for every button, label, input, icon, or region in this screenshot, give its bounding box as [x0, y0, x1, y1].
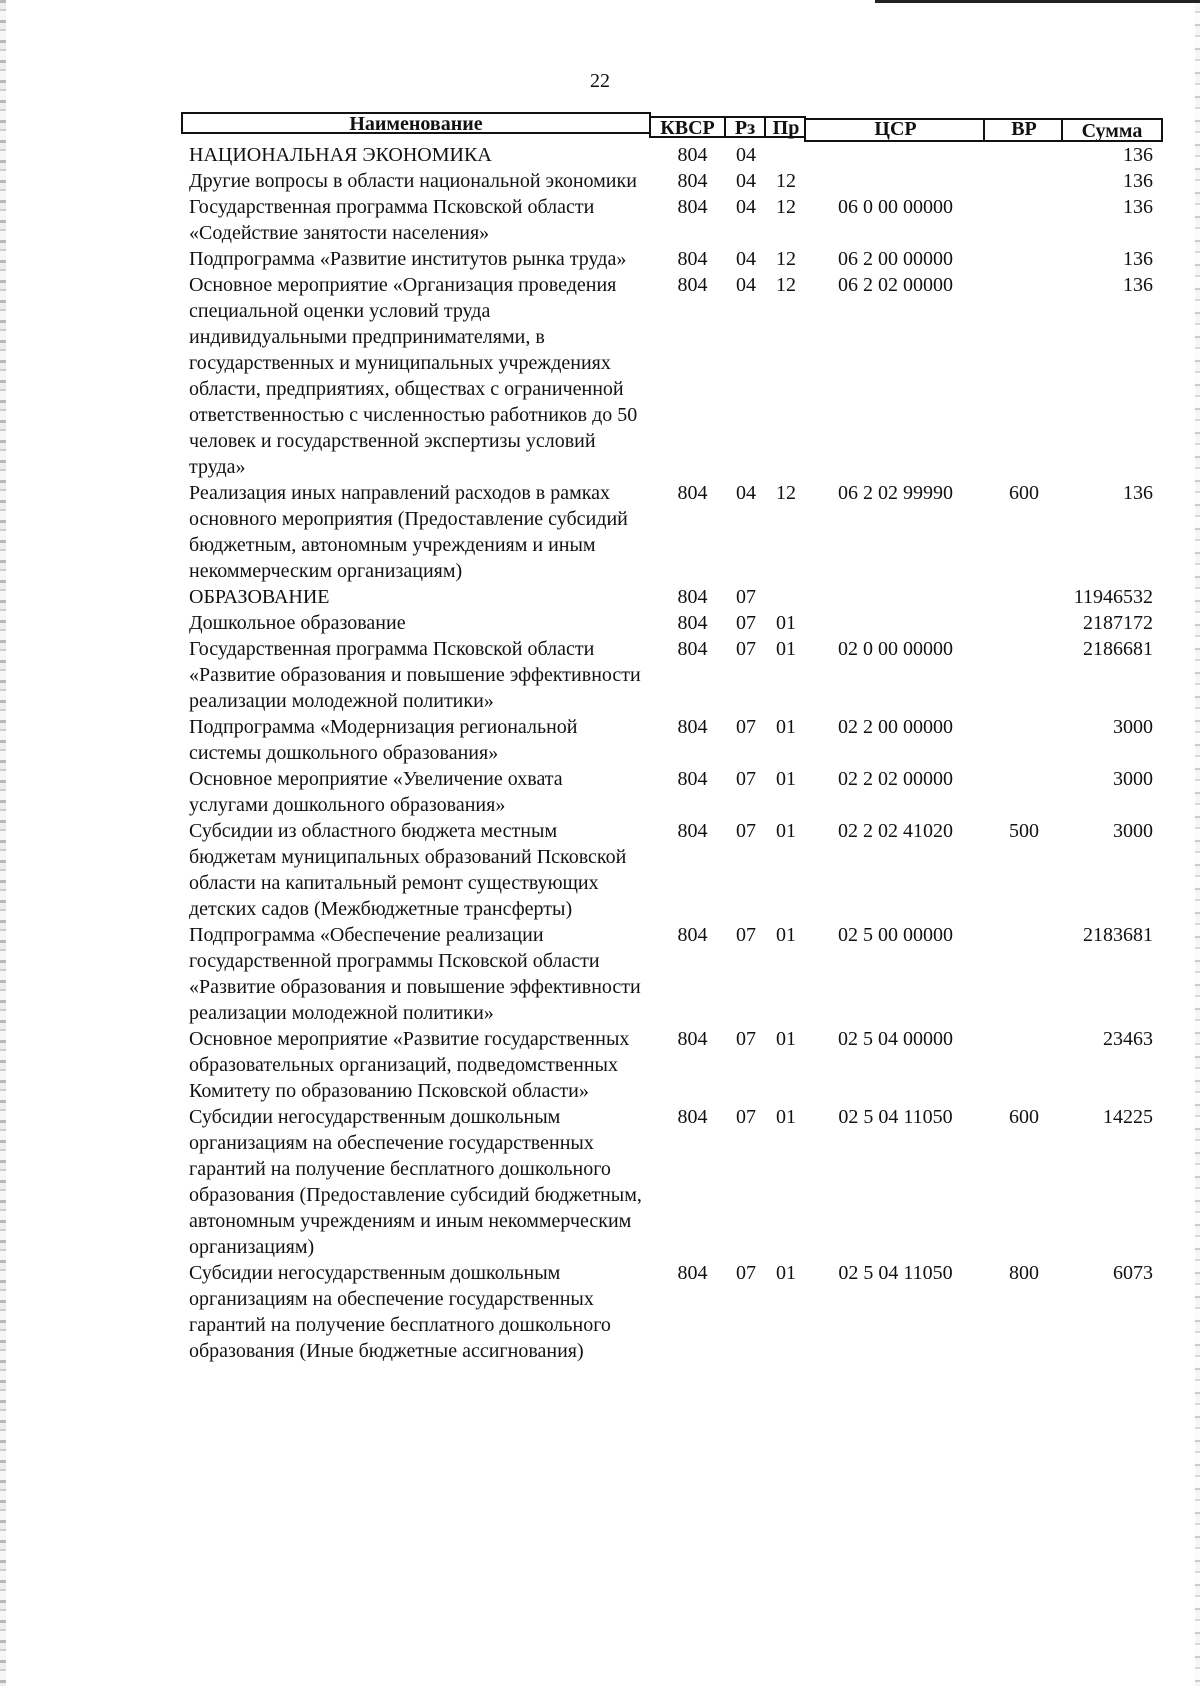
table-header — [181, 110, 1163, 142]
header-divider — [1161, 118, 1163, 142]
row-sum: 23463 — [1103, 1028, 1153, 1050]
row-kvsr: 804 — [677, 820, 708, 842]
row-csr: 02 0 00 00000 — [838, 638, 953, 660]
row-pr: 12 — [776, 248, 796, 270]
row-rz: 07 — [736, 612, 756, 634]
table-row — [181, 480, 1163, 584]
row-pr: 01 — [776, 924, 796, 946]
row-csr: 06 0 00 00000 — [838, 196, 953, 218]
row-kvsr: 804 — [677, 1106, 708, 1128]
row-csr: 06 2 02 00000 — [838, 274, 953, 296]
scan-top-rule — [875, 0, 1200, 3]
row-rz: 07 — [736, 820, 756, 842]
table-row — [181, 818, 1163, 922]
row-csr: 02 5 04 11050 — [838, 1106, 953, 1128]
row-name: Государственная программа Псковской области «Содействие занятости населения» — [189, 196, 595, 244]
header-divider — [983, 118, 985, 142]
row-pr — [766, 142, 806, 168]
row-name: НАЦИОНАЛЬНАЯ ЭКОНОМИКА — [189, 144, 492, 166]
row-csr — [806, 584, 985, 610]
table-row — [181, 636, 1163, 714]
row-pr: 01 — [776, 768, 796, 790]
row-rz: 07 — [736, 716, 756, 738]
scan-edge-left — [0, 0, 6, 1686]
row-vr: 800 — [1009, 1262, 1039, 1284]
row-kvsr: 804 — [677, 586, 708, 608]
header-name: Наименование — [181, 112, 651, 134]
row-name: Субсидии негосударственным дошкольным организациям на обеспечение государственных гарантий на получение бесплатного дошкольного образования (Предоставление субсидий бюджетным, автономным учреждениям и иным некоммерческим организациям) — [189, 1106, 642, 1258]
row-pr: 01 — [776, 716, 796, 738]
row-name: Реализация иных направлений расходов в рамках основного мероприятия (Предоставление субсидий бюджетным, автономным учреждениям и иным некоммерческим организациям) — [189, 482, 628, 582]
row-sum: 2187172 — [1083, 612, 1153, 634]
row-rz: 07 — [736, 586, 756, 608]
row-name: Основное мероприятие «Развитие государственных образовательных организаций, подведомственных Комитету по образованию Псковской области» — [189, 1028, 630, 1102]
row-sum: 136 — [1123, 274, 1153, 296]
table-row — [181, 610, 1163, 636]
row-sum: 136 — [1123, 482, 1153, 504]
row-csr — [806, 610, 985, 636]
header-sum: Сумма — [1063, 118, 1163, 142]
row-csr: 06 2 02 99990 — [838, 482, 953, 504]
header-divider — [1061, 118, 1063, 142]
row-csr: 02 5 04 11050 — [838, 1262, 953, 1284]
row-csr: 02 2 02 41020 — [838, 820, 953, 842]
row-rz: 07 — [736, 768, 756, 790]
row-kvsr: 804 — [677, 482, 708, 504]
row-vr: 500 — [1009, 820, 1039, 842]
row-kvsr: 804 — [677, 924, 708, 946]
row-sum: 3000 — [1113, 820, 1153, 842]
row-pr: 01 — [776, 1028, 796, 1050]
row-vr — [985, 246, 1063, 272]
page-number: 22 — [590, 70, 610, 92]
row-kvsr: 804 — [677, 170, 708, 192]
row-vr: 600 — [1009, 1106, 1039, 1128]
row-name: Дошкольное образование — [189, 612, 406, 634]
row-rz: 07 — [736, 1028, 756, 1050]
row-kvsr: 804 — [677, 196, 708, 218]
row-name: Подпрограмма «Развитие институтов рынка труда» — [189, 248, 627, 270]
row-sum: 136 — [1123, 144, 1153, 166]
row-sum: 14225 — [1103, 1106, 1153, 1128]
table-row — [181, 922, 1163, 1026]
row-kvsr: 804 — [677, 1262, 708, 1284]
row-name: Подпрограмма «Обеспечение реализации государственной программы Псковской области «Развитие образования и повышение эффективности реализации молодежной политики» — [189, 924, 641, 1024]
table-row — [181, 584, 1163, 610]
row-sum: 2183681 — [1083, 924, 1153, 946]
table-row — [181, 1104, 1163, 1260]
row-sum: 11946532 — [1073, 586, 1153, 608]
row-sum: 3000 — [1113, 768, 1153, 790]
table-row — [181, 714, 1163, 766]
row-vr — [985, 636, 1063, 714]
table-row — [181, 142, 1163, 168]
row-vr — [985, 922, 1063, 1026]
table-row — [181, 168, 1163, 194]
row-vr — [985, 714, 1063, 766]
row-name: Субсидии из областного бюджета местным бюджетам муниципальных образований Псковской области на капитальный ремонт существующих детских садов (Межбюджетные трансферты) — [189, 820, 627, 920]
header-pr: Пр — [764, 116, 806, 138]
row-csr: 02 5 00 00000 — [838, 924, 953, 946]
row-sum: 6073 — [1113, 1262, 1153, 1284]
row-pr: 01 — [776, 820, 796, 842]
row-csr — [806, 168, 985, 194]
row-vr: 600 — [1009, 482, 1039, 504]
row-name: Подпрограмма «Модернизация региональной системы дошкольного образования» — [189, 716, 578, 764]
row-csr: 06 2 00 00000 — [838, 248, 953, 270]
table-row — [181, 272, 1163, 480]
header-kvsr: КВСР — [649, 116, 726, 138]
row-rz: 04 — [736, 274, 756, 296]
row-pr: 12 — [776, 274, 796, 296]
table-row — [181, 766, 1163, 818]
row-kvsr: 804 — [677, 248, 708, 270]
row-kvsr: 804 — [677, 1028, 708, 1050]
row-name: Государственная программа Псковской области «Развитие образования и повышение эффективности реализации молодежной политики» — [189, 638, 641, 712]
row-pr: 01 — [776, 638, 796, 660]
header-csr: ЦСР — [874, 118, 917, 140]
header-divider — [804, 118, 806, 142]
header-vr: ВР — [1011, 118, 1037, 140]
row-vr — [985, 272, 1063, 480]
row-sum: 136 — [1123, 196, 1153, 218]
row-name: Субсидии негосударственным дошкольным организациям на обеспечение государственных гарантий на получение бесплатного дошкольного образования (Иные бюджетные ассигнования) — [189, 1262, 611, 1362]
row-pr: 12 — [776, 482, 796, 504]
row-kvsr: 804 — [677, 274, 708, 296]
row-kvsr: 804 — [677, 144, 708, 166]
row-vr — [985, 584, 1063, 610]
row-vr — [985, 194, 1063, 246]
row-name: Основное мероприятие «Увеличение охвата услугами дошкольного образования» — [189, 768, 563, 816]
row-kvsr: 804 — [677, 638, 708, 660]
row-rz: 04 — [736, 482, 756, 504]
row-rz: 04 — [736, 196, 756, 218]
header-rz: Рз — [724, 116, 766, 138]
row-name: Другие вопросы в области национальной экономики — [189, 170, 637, 192]
table-row — [181, 1026, 1163, 1104]
row-kvsr: 804 — [677, 768, 708, 790]
table-row — [181, 246, 1163, 272]
row-vr — [985, 1026, 1063, 1104]
row-vr — [985, 168, 1063, 194]
row-rz: 07 — [736, 924, 756, 946]
row-rz: 07 — [736, 638, 756, 660]
row-kvsr: 804 — [677, 716, 708, 738]
budget-table — [181, 110, 1163, 1364]
row-kvsr: 804 — [677, 612, 708, 634]
row-csr: 02 2 00 00000 — [838, 716, 953, 738]
row-rz: 04 — [736, 170, 756, 192]
row-pr: 12 — [776, 170, 796, 192]
row-sum: 3000 — [1113, 716, 1153, 738]
row-csr — [806, 142, 985, 168]
row-rz: 04 — [736, 144, 756, 166]
row-sum: 136 — [1123, 170, 1153, 192]
row-vr — [985, 610, 1063, 636]
row-sum: 136 — [1123, 248, 1153, 270]
row-name: Основное мероприятие «Организация проведения специальной оценки условий труда индивидуальными предпринимателями, в государственных и муниципальных учреждениях области, предприятиях, обществах с ограниченной ответственностью с численностью работников до 50 человек и государственной экспертизы условий труда» — [189, 274, 638, 478]
row-rz: 07 — [736, 1262, 756, 1284]
row-pr: 12 — [776, 196, 796, 218]
row-csr: 02 5 04 00000 — [838, 1028, 953, 1050]
row-pr: 01 — [776, 612, 796, 634]
row-name: ОБРАЗОВАНИЕ — [189, 586, 330, 608]
row-pr: 01 — [776, 1106, 796, 1128]
row-vr — [985, 142, 1063, 168]
row-sum: 2186681 — [1083, 638, 1153, 660]
scan-edge-right — [1195, 0, 1200, 1686]
table-row — [181, 1260, 1163, 1364]
row-pr — [766, 584, 806, 610]
row-vr — [985, 766, 1063, 818]
row-csr: 02 2 02 00000 — [838, 768, 953, 790]
table-row — [181, 194, 1163, 246]
row-rz: 04 — [736, 248, 756, 270]
row-pr: 01 — [776, 1262, 796, 1284]
row-rz: 07 — [736, 1106, 756, 1128]
